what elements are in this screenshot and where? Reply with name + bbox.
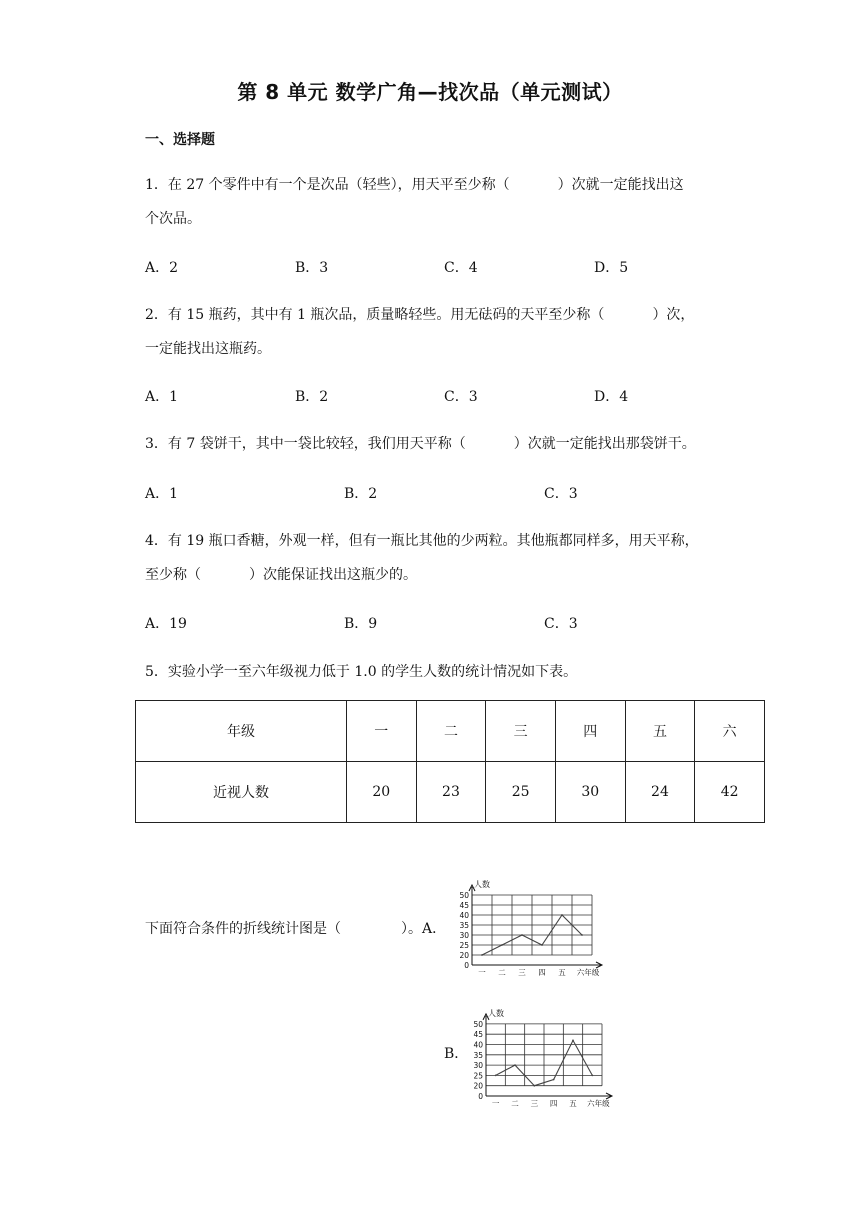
- table-cell: 二: [416, 701, 486, 762]
- data-point: [501, 944, 503, 946]
- y-tick-label: 35: [459, 921, 469, 930]
- x-tick-label: 四: [549, 1099, 558, 1108]
- chart-grid: [486, 1024, 602, 1086]
- table-cell: 五: [625, 701, 695, 762]
- question-5-line-1: 5．实验小学一至六年级视力低于 1.0 的学生人数的统计情况如下表。: [145, 664, 578, 680]
- question-2-option-b[interactable]: B．2: [295, 389, 329, 405]
- y-tick-label: 30: [459, 931, 469, 940]
- question-4-option-b[interactable]: B．9: [344, 616, 378, 632]
- y-tick-label: 45: [473, 1030, 483, 1040]
- y-tick-label: 25: [473, 1071, 483, 1081]
- chart-grid: [472, 895, 592, 955]
- x-tick-label: 六年级: [587, 1099, 610, 1108]
- data-point: [533, 1085, 535, 1087]
- question-5-option-b-label[interactable]: B．: [444, 1046, 469, 1062]
- y-tick-label: 45: [459, 901, 469, 910]
- table-cell: 30: [555, 762, 625, 823]
- data-point: [481, 954, 483, 956]
- table-cell: 24: [625, 762, 695, 823]
- data-point: [572, 1039, 574, 1041]
- table-cell: 近视人数: [136, 762, 347, 823]
- y-tick-label: 50: [473, 1019, 483, 1029]
- question-2-option-c[interactable]: C．3: [444, 389, 478, 405]
- y-tick-label: 30: [473, 1061, 483, 1071]
- question-2-option-d[interactable]: D．4: [594, 389, 629, 405]
- question-3-line-1: 3．有 7 袋饼干，其中一袋比较轻，我们用天平称（ ）次就一定能找出那袋饼干。: [145, 436, 696, 452]
- y-tick-label: 0: [464, 961, 469, 970]
- table-cell: 四: [555, 701, 625, 762]
- page-title: 第 8 单元 数学广角—找次品（单元测试）: [237, 80, 623, 104]
- section-heading: 一、选择题: [145, 132, 215, 148]
- myopia-table: [135, 700, 765, 823]
- question-1-option-b[interactable]: B．3: [295, 260, 329, 276]
- table-cell: 六: [695, 701, 765, 762]
- x-tick-label: 二: [498, 968, 506, 977]
- x-tick-label: 三: [530, 1099, 539, 1108]
- line-chart-option-a[interactable]: [450, 868, 620, 980]
- table-cell: 20: [346, 762, 416, 823]
- question-1-line-2: 个次品。: [145, 211, 201, 227]
- y-tick-label: 20: [473, 1081, 483, 1091]
- question-1-option-c[interactable]: C．4: [444, 260, 478, 276]
- y-tick-label: 35: [473, 1050, 483, 1060]
- y-tick-label: 25: [459, 941, 469, 950]
- table-cell: 一: [346, 701, 416, 762]
- question-1-line-1: 1．在 27 个零件中有一个是次品（轻些），用天平至少称（ ）次就一定能找出这: [145, 177, 684, 193]
- question-5-prompt: 下面符合条件的折线统计图是（ ）。A．: [145, 921, 447, 937]
- y-tick-label: 0: [478, 1092, 483, 1101]
- line-chart-option-b[interactable]: [462, 993, 622, 1111]
- table-header-row: [136, 701, 765, 762]
- question-3-option-a[interactable]: A．1: [145, 486, 179, 502]
- table-cell: 三: [486, 701, 556, 762]
- x-tick-label: 五: [558, 968, 566, 977]
- data-point: [541, 944, 543, 946]
- x-tick-label: 四: [538, 968, 546, 977]
- x-tick-label: 二: [511, 1099, 519, 1108]
- y-tick-label: 40: [459, 911, 469, 920]
- line-chart-svg: [462, 993, 622, 1111]
- x-tick-label: 三: [518, 968, 526, 977]
- table-cell: 23: [416, 762, 486, 823]
- data-point: [495, 1075, 497, 1077]
- y-tick-label: 40: [473, 1040, 483, 1050]
- y-tick-label: 50: [459, 891, 469, 900]
- table-row: [136, 762, 765, 823]
- question-1-option-d[interactable]: D．5: [594, 260, 629, 276]
- question-2-line-1: 2．有 15 瓶药，其中有 1 瓶次品，质量略轻些。用无砝码的天平至少称（ ）次，: [145, 307, 695, 323]
- y-axis-label: 人数: [488, 1008, 504, 1018]
- y-axis-label: 人数: [474, 880, 490, 889]
- x-tick-label: 一: [478, 968, 486, 977]
- data-point: [553, 1079, 555, 1081]
- question-4-option-a[interactable]: A．19: [145, 616, 187, 632]
- data-point: [514, 1064, 516, 1066]
- x-tick-label: 五: [569, 1099, 577, 1108]
- y-tick-label: 20: [459, 951, 469, 960]
- x-tick-label: 六年级: [576, 968, 600, 977]
- data-point: [581, 934, 583, 936]
- question-2-option-a[interactable]: A．1: [145, 389, 179, 405]
- data-point: [591, 1075, 593, 1077]
- table-cell: 年级: [136, 701, 347, 762]
- data-point: [561, 914, 563, 916]
- table-cell: 42: [695, 762, 765, 823]
- question-1-option-a[interactable]: A．2: [145, 260, 179, 276]
- question-4-option-c[interactable]: C．3: [544, 616, 578, 632]
- x-tick-label: 一: [491, 1099, 500, 1108]
- question-4-line-1: 4．有 19 瓶口香糖，外观一样，但有一瓶比其他的少两粒。其他瓶都同样多，用天平称，: [145, 533, 699, 549]
- question-4-line-2: 至少称（ ）次能保证找出这瓶少的。: [145, 567, 417, 583]
- line-chart-svg: [450, 868, 620, 980]
- question-3-option-c[interactable]: C．3: [544, 486, 578, 502]
- question-2-line-2: 一定能找出这瓶药。: [145, 341, 271, 357]
- question-3-option-b[interactable]: B．2: [344, 486, 378, 502]
- data-point: [521, 934, 523, 936]
- table-cell: 25: [486, 762, 556, 823]
